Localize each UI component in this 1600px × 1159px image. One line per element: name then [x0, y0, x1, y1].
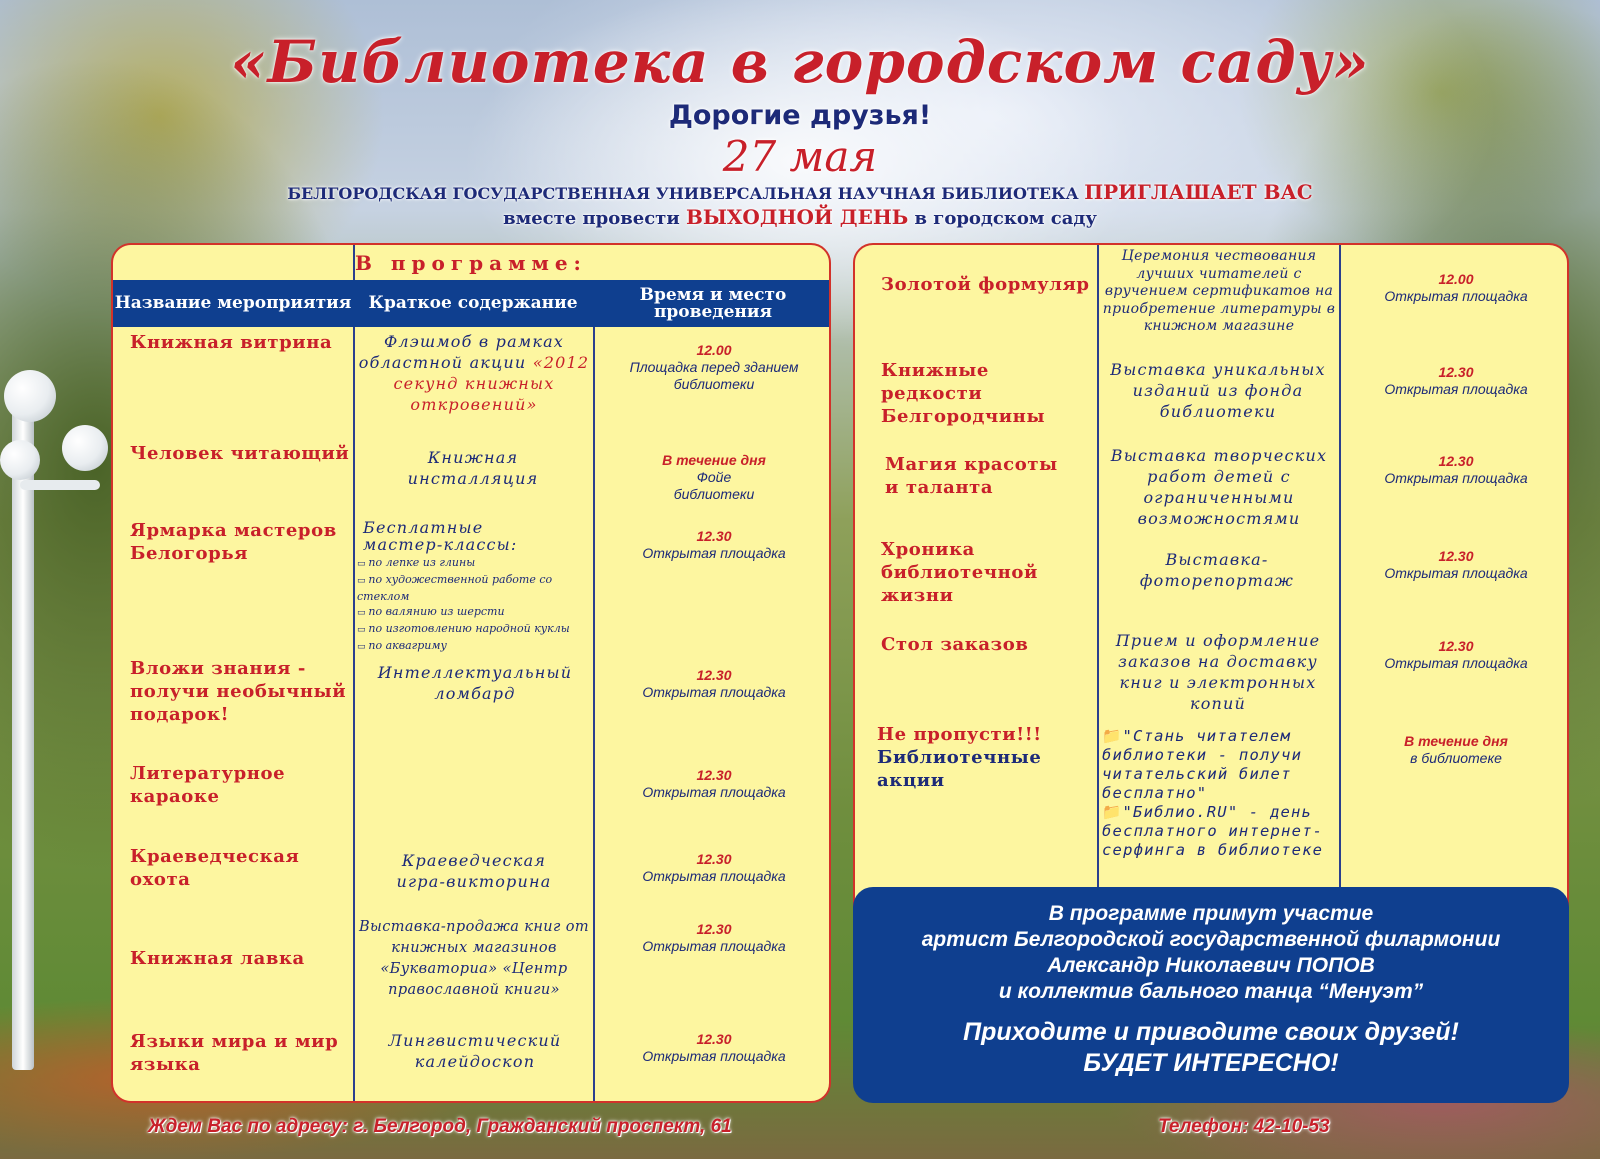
- event-place: Открытая площадка: [1384, 655, 1528, 671]
- event-time: 12.00: [1438, 271, 1474, 287]
- invite-line-2: [0, 205, 1600, 229]
- program-label: В программе:: [355, 251, 587, 275]
- event-time-place: [597, 342, 831, 393]
- event-time-place: [597, 921, 831, 955]
- event-place: в библиотеке: [1410, 750, 1502, 766]
- footer-phone: Телефон: 42-10-53: [1158, 1116, 1330, 1137]
- library-name: БЕЛГОРОДСКАЯ ГОСУДАРСТВЕННАЯ УНИВЕРСАЛЬНАЯ НАУЧНАЯ БИБЛИОТЕКА: [287, 184, 1079, 203]
- event-place: Открытая площадка: [642, 784, 786, 800]
- invite-highlight: ВЫХОДНОЙ ДЕНЬ: [685, 205, 909, 229]
- event-name: Книжная витрина: [130, 332, 333, 353]
- footer-address: Ждем Вас по адресу: г. Белгород, Гражданский проспект, 61: [148, 1116, 732, 1137]
- event-name: Краеведческая охота: [130, 846, 300, 890]
- workshop-list: [357, 555, 591, 655]
- promo-title-red: Не пропусти!!!: [877, 724, 1042, 745]
- event-place: Открытая площадка: [1384, 381, 1528, 397]
- folder-icon: 📁: [1102, 803, 1123, 821]
- event-desc: Бесплатные мастер-классы:: [363, 518, 518, 554]
- event-name: Магия красоты и таланта: [885, 454, 1058, 498]
- event-name: Книжная лавка: [130, 948, 305, 969]
- event-name: Вложи знания - получи необычный подарок!: [130, 658, 347, 725]
- announcement-line: артист Белгородской государственной филармонии: [921, 928, 1501, 951]
- event-desc: Выставка уникальных изданий из фонда библиотеки: [1110, 360, 1326, 421]
- event-desc-highlight: «2012 секунд книжных откровений»: [393, 353, 590, 414]
- event-time-place: [597, 767, 831, 801]
- event-time-place: [597, 667, 831, 701]
- announcement-call: Приходите и приводите своих друзей!: [963, 1018, 1459, 1046]
- event-time: 12.00: [696, 342, 732, 358]
- event-time-place: [1343, 548, 1569, 582]
- event-date: 27 мая: [722, 132, 878, 181]
- event-name: Литературное караоке: [130, 763, 286, 807]
- event-desc-text: Флэшмоб в рамках областной акции: [358, 332, 565, 372]
- event-time-place: [1343, 638, 1569, 672]
- invite-text: вместе провести: [503, 208, 680, 229]
- column-divider: [1339, 245, 1341, 889]
- event-name: Золотой формуляр: [881, 274, 1090, 295]
- promo-title: [877, 723, 1092, 792]
- column-divider: [593, 327, 595, 1103]
- invite-highlight: ПРИГЛАШАЕТ ВАС: [1084, 180, 1313, 204]
- event-desc: Выставка-фоторепортаж: [1139, 550, 1295, 590]
- event-time: 12.30: [1438, 638, 1474, 654]
- event-time: В течение дня: [662, 452, 766, 468]
- event-name: Хроника библиотечной жизни: [881, 539, 1038, 606]
- event-desc: Выставка творческих работ детей с ограниченными возможностями: [1110, 446, 1328, 528]
- event-place: Открытая площадка: [642, 938, 786, 954]
- event-time: 12.30: [696, 851, 732, 867]
- event-desc: Интеллектуальный ломбард: [377, 663, 573, 703]
- event-place: Фойе библиотеки: [673, 469, 755, 502]
- poster-title: «Библиотека в городском саду»: [230, 28, 1370, 96]
- event-time: 12.30: [696, 528, 732, 544]
- event-place: Площадка перед зданием библиотеки: [629, 359, 799, 392]
- promo-item-text: "Библио.RU" - день бесплатного интернет-серфинга в библиотеке: [1102, 803, 1324, 859]
- event-time-place: [597, 528, 831, 562]
- column-divider: [1097, 245, 1099, 889]
- announcement-line: В программе примут участие: [1048, 902, 1374, 925]
- announcement-box: [853, 887, 1569, 1103]
- workshop-item: ▭ по лепке из глины: [357, 555, 591, 572]
- announcement-call: БУДЕТ ИНТЕРЕСНО!: [1083, 1049, 1339, 1077]
- promo-item: [1102, 727, 1336, 803]
- lamp-arm: [20, 480, 100, 490]
- promo-item: [1102, 803, 1336, 860]
- event-place: Открытая площадка: [642, 1048, 786, 1064]
- event-desc: [357, 331, 591, 415]
- promo-list: [1102, 727, 1336, 860]
- event-place: Открытая площадка: [1384, 470, 1528, 486]
- event-time: 12.30: [1438, 548, 1474, 564]
- event-place: Открытая площадка: [642, 684, 786, 700]
- event-name: Стол заказов: [881, 634, 1029, 655]
- event-time: 12.30: [1438, 453, 1474, 469]
- folder-icon: 📁: [1102, 727, 1123, 745]
- lamp-globe: [62, 425, 108, 471]
- greeting: Дорогие друзья!: [668, 100, 932, 131]
- promo-item-text: "Стань читателем библиотеки - получи читательский билет бесплатно": [1102, 727, 1303, 802]
- lamp-globe: [4, 370, 56, 422]
- workshop-item: ▭ по изготовлению народной куклы: [357, 621, 591, 638]
- event-place: Открытая площадка: [642, 868, 786, 884]
- announcement-line: Александр Николаевич ПОПОВ: [1047, 954, 1375, 977]
- event-time: 12.30: [696, 921, 732, 937]
- event-time: 12.30: [696, 767, 732, 783]
- event-name: Языки мира и мир языка: [130, 1031, 339, 1075]
- event-time-place: [1343, 453, 1569, 487]
- event-desc: Церемония чествования лучших читателей с вручением сертификатов на приобретение литературы в книжном магазине: [1102, 248, 1336, 334]
- event-time-place: [1343, 364, 1569, 398]
- event-time-place: [597, 1031, 831, 1065]
- header-content: Краткое содержание: [368, 293, 578, 313]
- event-desc: Выставка-продажа книг от книжных магазинов «Букваториа» «Центр православной книги»: [358, 919, 590, 998]
- event-place: Открытая площадка: [1384, 288, 1528, 304]
- workshop-item: ▭ по аквагриму: [357, 638, 591, 655]
- table-header: [113, 280, 829, 327]
- event-place: Открытая площадка: [1384, 565, 1528, 581]
- event-place: Открытая площадка: [642, 545, 786, 561]
- event-time: 12.30: [696, 1031, 732, 1047]
- workshop-item: ▭ по валянию из шерсти: [357, 604, 591, 621]
- event-time-place: [597, 452, 831, 503]
- event-time: В течение дня: [1404, 733, 1508, 749]
- event-time: 12.30: [1438, 364, 1474, 380]
- column-divider: [353, 245, 355, 280]
- invite-text: в городском саду: [914, 208, 1097, 229]
- event-name: Книжные редкости Белгородчины: [881, 360, 1046, 427]
- header-time-place: Время и место проведения: [639, 284, 787, 322]
- event-time: 12.30: [696, 667, 732, 683]
- lamp-globe: [0, 440, 40, 480]
- promo-title-blue: Библиотечные акции: [877, 747, 1042, 791]
- invite-line-1: [0, 180, 1600, 204]
- header-name: Название мероприятия: [114, 293, 352, 313]
- program-table-left: [111, 243, 831, 1103]
- announcement-line: и коллектив бального танца “Менуэт”: [998, 980, 1424, 1003]
- lamp-post: [12, 390, 34, 1070]
- event-time-place: [1343, 733, 1569, 767]
- event-desc: Краеведческая игра-викторина: [396, 851, 552, 891]
- event-time-place: [1343, 271, 1569, 305]
- event-time-place: [597, 851, 831, 885]
- event-desc: Лингвистический калейдоскоп: [388, 1031, 562, 1071]
- event-desc: Книжная инсталляция: [407, 448, 539, 488]
- event-name: Человек читающий: [130, 443, 350, 464]
- event-name: Ярмарка мастеров Белогорья: [130, 520, 337, 564]
- workshop-item: ▭ по художественной работе со стеклом: [357, 572, 591, 604]
- event-desc: Прием и оформление заказов на доставку книг и электронных копий: [1115, 631, 1321, 713]
